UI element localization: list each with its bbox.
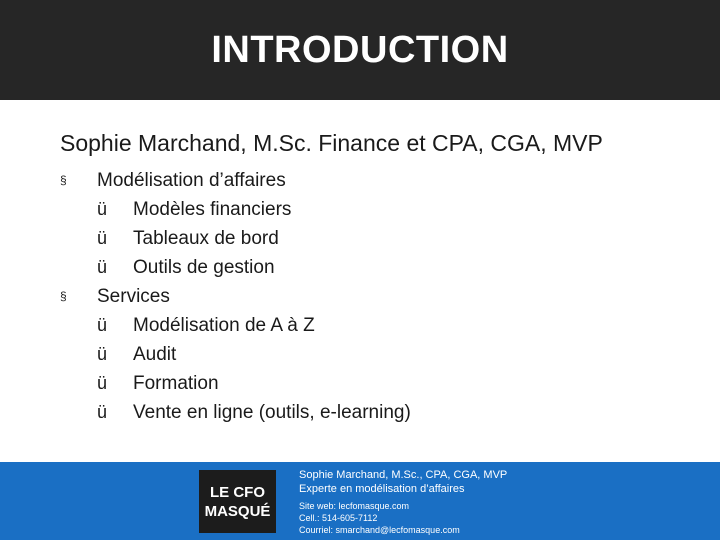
list-item-label: Audit bbox=[133, 344, 177, 365]
checkmark-icon: ü bbox=[97, 344, 108, 364]
section-modelisation bbox=[60, 166, 680, 282]
list-item bbox=[60, 398, 680, 427]
slide-title: INTRODUCTION bbox=[211, 28, 509, 71]
slide-header bbox=[0, 0, 720, 100]
bullet-content bbox=[60, 166, 680, 427]
list-item bbox=[60, 224, 680, 253]
checkmark-icon: ü bbox=[97, 257, 108, 277]
list-item bbox=[60, 369, 680, 398]
section-row bbox=[60, 282, 680, 311]
list-item bbox=[60, 311, 680, 340]
footer-bar bbox=[0, 462, 720, 540]
list-item-label: Formation bbox=[133, 373, 219, 394]
square-bullet-icon: § bbox=[60, 173, 67, 187]
square-bullet-icon: § bbox=[60, 289, 67, 303]
list-item-label: Outils de gestion bbox=[133, 257, 275, 278]
checkmark-icon: ü bbox=[97, 228, 108, 248]
list-item bbox=[60, 340, 680, 369]
checkmark-icon: ü bbox=[97, 402, 108, 422]
section-services bbox=[60, 282, 680, 427]
checkmark-icon: ü bbox=[97, 199, 108, 219]
checkmark-icon: ü bbox=[97, 315, 108, 335]
contact-email: Courriel: smarchand@lecfomasque.com bbox=[299, 525, 460, 535]
list-item bbox=[60, 253, 680, 282]
section-label: Services bbox=[97, 286, 170, 307]
list-item-label: Vente en ligne (outils, e-learning) bbox=[133, 402, 411, 423]
contact-details bbox=[299, 500, 507, 536]
logo-line-2: MASQUÉ bbox=[204, 502, 271, 520]
section-row bbox=[60, 166, 680, 195]
checkmark-icon: ü bbox=[97, 373, 108, 393]
list-item-label: Tableaux de bord bbox=[133, 228, 279, 249]
cfo-logo bbox=[199, 470, 276, 533]
list-item-label: Modélisation de A à Z bbox=[133, 315, 315, 336]
contact-info bbox=[299, 468, 507, 536]
contact-website: Site web: lecfomasque.com bbox=[299, 501, 410, 511]
logo-line-1: LE CFO bbox=[210, 483, 265, 501]
contact-title: Experte en modélisation d’affaires bbox=[299, 483, 465, 495]
presenter-subtitle: Sophie Marchand, M.Sc. Finance et CPA, CGA, MVP bbox=[60, 130, 603, 156]
section-label: Modélisation d’affaires bbox=[97, 170, 286, 191]
list-item-label: Modèles financiers bbox=[133, 199, 292, 220]
contact-cell: Cell.: 514-605-7112 bbox=[299, 513, 378, 523]
contact-name: Sophie Marchand, M.Sc., CPA, CGA, MVP bbox=[299, 469, 508, 481]
list-item bbox=[60, 195, 680, 224]
